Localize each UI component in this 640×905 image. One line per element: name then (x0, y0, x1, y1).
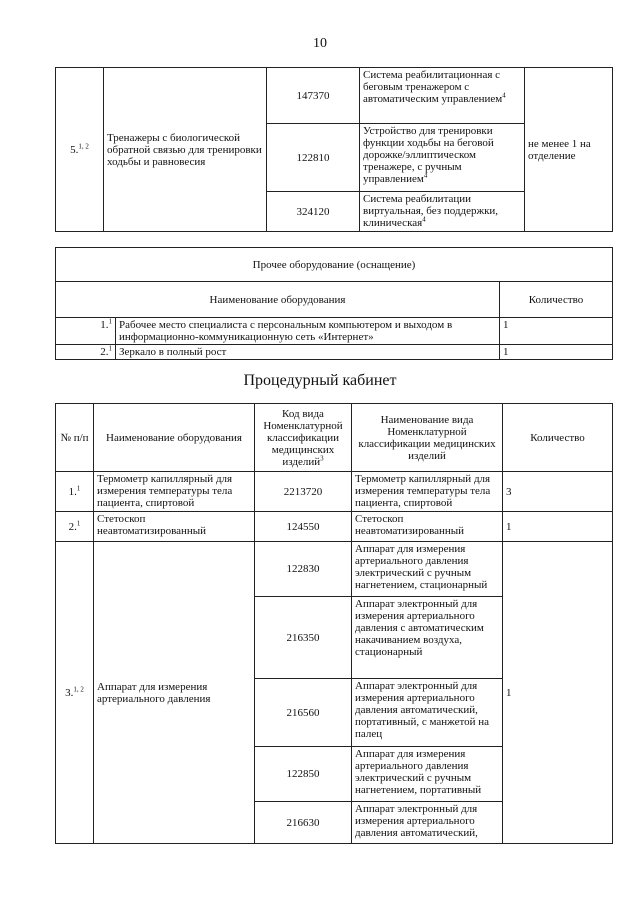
nomenclature-kind: Система реабилитационная с беговым тренажером с автоматическим управлением$^4$ (360, 68, 525, 124)
equipment-name: Рабочее место специалиста с персональным компьютером и выходом в информационно-коммуникационную сеть «Интернет» (116, 318, 500, 345)
row-number: 3.$^{1, 2}$ (56, 542, 94, 844)
equipment-name: Стетоскоп неавтоматизированный (94, 512, 255, 542)
nomenclature-code: 324120 (267, 192, 360, 232)
quantity: 1 (503, 512, 613, 542)
quantity: 1 (500, 318, 613, 345)
row-number: 5.$^{1, 2}$ (56, 68, 104, 232)
column-header-quantity: Количество (503, 404, 613, 472)
quantity: 1 (500, 345, 613, 360)
nomenclature-code: 2213720 (255, 472, 352, 512)
nomenclature-kind: Стетоскоп неавтоматизированный (352, 512, 503, 542)
section-title: Процедурный кабинет (243, 372, 397, 389)
nomenclature-code: 216630 (255, 802, 352, 844)
column-header-name: Наименование оборудования (56, 282, 500, 318)
quantity: 3 (503, 472, 613, 512)
nomenclature-code: 122830 (255, 542, 352, 597)
nomenclature-code: 216350 (255, 597, 352, 679)
row-number: 2.$^1$ (56, 345, 116, 360)
nomenclature-kind: Аппарат электронный для измерения артериального давления автоматический, (352, 802, 503, 844)
nomenclature-kind: Устройство для тренировки функции ходьбы на беговой дорожке/эллиптическом тренажере, с ручным управлением$^4$ (360, 124, 525, 192)
nomenclature-code: 147370 (267, 68, 360, 124)
nomenclature-kind: Аппарат для измерения артериального давления электрический с ручным нагнетением, стационарный (352, 542, 503, 597)
row-number: 1.$^1$ (56, 318, 116, 345)
column-header-name: Наименование оборудования (94, 404, 255, 472)
rehab-trainers-table (55, 67, 613, 232)
nomenclature-kind: Термометр капиллярный для измерения температуры тела пациента, спиртовой (352, 472, 503, 512)
row-number: 1.$^1$ (56, 472, 94, 512)
nomenclature-kind: Аппарат электронный для измерения артериального давления с автоматическим накачиванием воздуха, стационарный (352, 597, 503, 679)
row-number: 2.$^1$ (56, 512, 94, 542)
column-header-quantity: Количество (500, 282, 613, 318)
page-number: 10 (313, 36, 327, 51)
table-title: Прочее оборудование (оснащение) (56, 248, 613, 282)
nomenclature-code: 216560 (255, 679, 352, 747)
equipment-name: Зеркало в полный рост (116, 345, 500, 360)
column-header-kind: Наименование вида Номенклатурной классификации медицинских изделий (352, 404, 503, 472)
nomenclature-kind: Система реабилитации виртуальная, без поддержки, клиническая$^4$ (360, 192, 525, 232)
equipment-name: Термометр капиллярный для измерения температуры тела пациента, спиртовой (94, 472, 255, 512)
other-equipment-table (55, 247, 613, 360)
procedure-room-table (55, 403, 613, 844)
equipment-name: Аппарат для измерения артериального давления (94, 542, 255, 844)
quantity: не менее 1 на отделение (525, 68, 613, 232)
equipment-name: Тренажеры с биологической обратной связью для тренировки ходьбы и равновесия (104, 68, 267, 232)
nomenclature-kind: Аппарат для измерения артериального давления электрический с ручным нагнетением, портативный (352, 747, 503, 802)
quantity: 1 (503, 542, 613, 844)
nomenclature-code: 124550 (255, 512, 352, 542)
nomenclature-code: 122810 (267, 124, 360, 192)
column-header-code: Код вида Номенклатурной классификации медицинских изделий$^3$ (255, 404, 352, 472)
nomenclature-code: 122850 (255, 747, 352, 802)
nomenclature-kind: Аппарат электронный для измерения артериального давления автоматический, портативный, с манжетой на палец (352, 679, 503, 747)
column-header-number: № п/п (56, 404, 94, 472)
